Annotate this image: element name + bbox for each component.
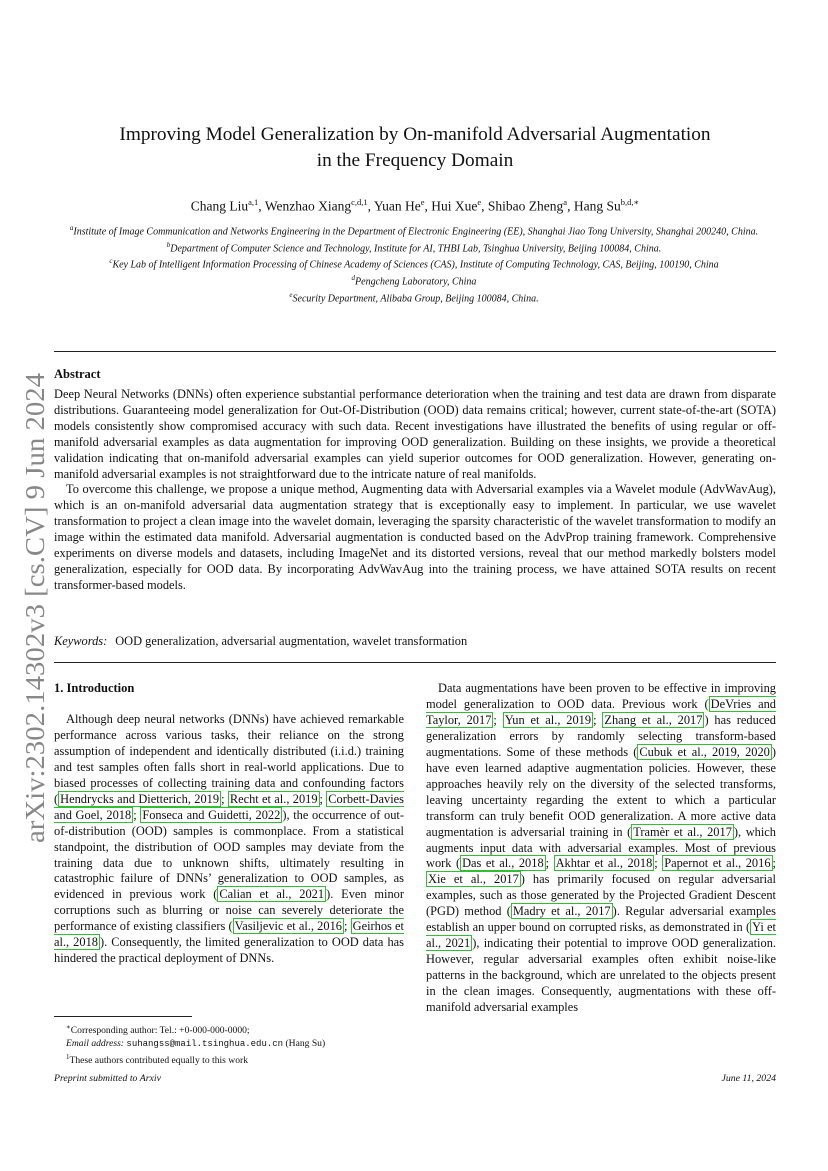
section-heading-introduction: 1. Introduction xyxy=(54,681,135,695)
citation-link[interactable]: Geirhos et al., 2018 xyxy=(54,919,404,950)
email-address[interactable]: suhangss@mail.tsinghua.edu.cn xyxy=(126,1039,284,1050)
footnotes xyxy=(54,1021,414,1067)
abstract-body xyxy=(54,387,776,594)
author-affiliation-mark: e xyxy=(420,197,425,207)
top-divider xyxy=(54,351,776,352)
citation-link[interactable]: Calian et al., 2021 xyxy=(219,887,325,902)
abstract-paragraph-1: Deep Neural Networks (DNNs) often experience substantial performance deterioration when the training and test data are drawn from disparate distributions. Guaranteeing model generalization for Out-Of-Distribution (OOD) data remains critical; however, current state-of-the-art (SOTA) models consistently show compromised accuracy with such data. Recent investigations have illustrated the benefits of using regular or off-manifold adversarial examples as data augmentation for improving OOD generalization. Building on these insights, we provide a theoretical validation indicating that on-manifold adversarial examples can yield superior outcomes for OOD generalization. However, generating on-manifold adversarial examples is not straightforward due to the intricate nature of real manifolds. xyxy=(54,387,776,481)
affiliation-mark: b xyxy=(166,240,171,249)
affiliation-mark: d xyxy=(351,274,356,283)
body-text: ), which augments input data with adversarial examples. Most of previous work ( xyxy=(426,824,776,871)
citation-link[interactable]: Papernot et al., 2016 xyxy=(664,856,771,871)
citation-link[interactable]: Yun et al., 2019 xyxy=(504,712,592,727)
author-name: Shibao Zheng xyxy=(487,198,564,214)
citation-link[interactable]: DeVries and Taylor, 2017 xyxy=(426,696,776,727)
author-affiliation-mark: a,1 xyxy=(248,197,259,207)
citation-link[interactable]: Corbett-Davies and Goel, 2018 xyxy=(54,791,404,822)
affiliation-mark: a xyxy=(69,224,74,232)
footnote-equal-contribution xyxy=(54,1051,414,1067)
citation-link[interactable]: Xie et al., 2017 xyxy=(428,872,519,887)
author-affiliation-mark: a xyxy=(563,197,568,207)
keywords xyxy=(54,634,776,649)
affiliation-text: Security Department, Alibaba Group, Beijing 100084, China. xyxy=(292,293,539,305)
citation-link[interactable]: Fonseca and Guidetti, 2022 xyxy=(142,807,281,822)
body-text: ; xyxy=(319,791,327,806)
affiliation-text: Key Lab of Intelligent Information Processing of Chinese Academy of Sciences (CAS), Institute of Computing Technology, CAS, Beijing, 100190, China xyxy=(112,259,719,271)
author-affiliation-mark: c,d,1 xyxy=(351,197,368,207)
email-label: Email address: xyxy=(66,1038,125,1050)
right-column xyxy=(426,681,776,1016)
author-name: Hui Xue xyxy=(431,198,478,214)
body-text: ). Consequently, the limited generalization to OOD data has hindered the practical deployment of DNNs. xyxy=(54,935,404,966)
body-text: ). Regular adversarial examples establish an upper bound on corrupted risks, as demonstrated in ( xyxy=(426,904,776,935)
body-text: ), the occurrence of out-of-distribution (OOD) samples is commonplace. From a statistical standpoint, the distribution of OOD samples may deviate from the training data due to unknown shifts, ultimately resulting in catastrophic failure of DNNs’ generalization to OOD samples, as evidenced in previous work ( xyxy=(54,807,404,902)
title-line-2: in the Frequency Domain xyxy=(316,150,514,171)
body-text: ), indicating their potential to improve OOD generalization. However, regular adversarial examples often exhibit noise-like patterns in the background, which are unrelated to the objects present in the clean images. Consequently, augmentations with these off-manifold adversarial examples xyxy=(426,936,776,1015)
affiliation-line xyxy=(64,272,764,289)
affiliation-mark: e xyxy=(289,290,293,299)
body-text: ; xyxy=(593,712,603,727)
body-text: ; xyxy=(654,856,663,871)
title-line-1: Improving Model Generalization by On-manifold Adversarial Augmentation xyxy=(119,124,711,145)
body-text: ) have even learned adaptive augmentation policies. However, these approaches heavily rely on the diversity of the selected transforms, leaving uncertainty regarding the extent to which a particular transform can truly benefit OOD generalization. A more active data augmentation is adversarial training in ( xyxy=(426,744,776,839)
body-text: Although deep neural networks (DNNs) have achieved remarkable performance across various tasks, their reliance on the strong assumption of independent and identically distributed (i.i.d.) training and test samples often falls short in real-world applications. Due to biased processes of collecting training data and confounding factors ( xyxy=(54,711,404,806)
citation-link[interactable]: Recht et al., 2019 xyxy=(229,791,318,806)
author-affiliation-mark: e xyxy=(477,197,482,207)
footnote-corresponding-text: Corresponding author: Tel.: +0-000-000-0000; xyxy=(70,1025,250,1037)
affiliation-text: Department of Computer Science and Technology, Institute for AI, THBI Lab, Tsinghua University, Beijing 100084, China. xyxy=(170,243,662,255)
footnote-email xyxy=(54,1037,414,1051)
affiliation-line xyxy=(64,289,764,306)
affiliation-text: Institute of Image Communication and Networks Engineering in the Department of Electronic Engineering (EE), Shanghai Jiao Tong University, Shanghai 200240, China. xyxy=(73,226,759,238)
intro-paragraph-2 xyxy=(426,681,776,1016)
keywords-label: Keywords: xyxy=(54,634,108,648)
paper-title xyxy=(54,122,776,174)
left-column xyxy=(54,681,404,967)
author-affiliation-mark: b,d,∗ xyxy=(620,197,640,207)
footer-date: June 11, 2024 xyxy=(721,1073,776,1084)
intro-paragraph-1 xyxy=(54,712,404,967)
abstract-heading: Abstract xyxy=(54,367,101,381)
email-owner: (Hang Su) xyxy=(285,1038,326,1050)
arxiv-watermark xyxy=(14,373,54,843)
body-text: ; xyxy=(493,712,503,727)
affiliation-list xyxy=(64,222,764,306)
citation-link[interactable]: Tramèr et al., 2017 xyxy=(633,824,732,839)
citation-link[interactable]: Vasiljevic et al., 2016 xyxy=(234,919,342,934)
bottom-divider xyxy=(54,662,776,663)
citation-link[interactable]: Hendrycks and Dietterich, 2019 xyxy=(60,791,220,806)
author-name: Yuan He xyxy=(373,198,421,214)
footnote-mark-1: 1 xyxy=(66,1053,70,1062)
citation-link[interactable]: Yi et al., 2021 xyxy=(426,920,776,951)
footnote-corresponding xyxy=(54,1021,414,1037)
abstract-paragraph-2: To overcome this challenge, we propose a unique method, Augmenting data with Adversarial examples via a Wavelet module (AdvWavAug), which is an on-manifold adversarial data augmentation strategy that is exceptionally easy to implement. In particular, we use wavelet transformation to project a clean image into the wavelet domain, leveraging the sparsity characteristic of the wavelet transformation to modify an image within the estimated data manifold. Adversarial augmentation is conducted based on the AdvProp training framework. Comprehensive experiments on diverse models and datasets, including ImageNet and its distorted versions, reveal that our method markedly bolsters model generalization, especially for OOD data. By incorporating AdvWavAug into the training process, we have attained SOTA results on recent transformer-based models. xyxy=(54,482,776,592)
author-name: Wenzhao Xiang xyxy=(264,198,352,214)
affiliation-line xyxy=(64,255,764,272)
affiliation-mark: c xyxy=(109,257,113,266)
footnote-divider xyxy=(54,1016,192,1017)
author-name: Chang Liu xyxy=(190,198,249,214)
body-text: ; xyxy=(343,919,351,934)
author-name: Hang Su xyxy=(573,198,621,214)
body-text: ; xyxy=(133,807,141,822)
body-text: ) has reduced generalization errors by randomly selecting transform-based augmentations. Some of these methods ( xyxy=(426,712,776,759)
author-list: Chang Liu$^{a,1}$, Wenzhao Xiang$^{c,d,1}$, Yuan He$^e$, Hui Xue$^e$, Shibao Zheng$^a$, Hang $Su^{b,d,∗}$ xyxy=(190,197,640,214)
footnote-mark: ∗ xyxy=(66,1023,71,1031)
footer-preprint-note: Preprint submitted to Arxiv xyxy=(54,1073,161,1084)
body-text: ) has primarily focused on regular adversarial examples, such as those generated by the Projected Gradient Descent (PGD) method ( xyxy=(426,872,776,919)
body-text: ; xyxy=(221,791,228,806)
body-text: ). Even minor corruptions such as blurring or noise can severely deteriorate the performance of existing classifiers ( xyxy=(54,887,404,934)
citation-link[interactable]: Zhang et al., 2017 xyxy=(604,712,703,727)
citation-link[interactable]: Das et al., 2018 xyxy=(462,856,544,871)
keywords-text: OOD generalization, adversarial augmentation, wavelet transformation xyxy=(115,634,468,648)
body-text: ; xyxy=(545,856,554,871)
citation-link[interactable]: Akhtar et al., 2018 xyxy=(555,856,653,871)
body-text: ; xyxy=(772,856,776,871)
citation-link[interactable]: Cubuk et al., 2019, 2020 xyxy=(639,744,770,759)
affiliation-line xyxy=(64,222,764,239)
citation-link[interactable]: Madry et al., 2017 xyxy=(512,904,611,919)
footnote-equal-text: These authors contributed equally to this work xyxy=(69,1055,249,1067)
affiliation-line xyxy=(64,239,764,256)
arxiv-identifier: arXiv:2302.14302v3 [cs.CV] 9 Jun 2024 xyxy=(20,402,50,843)
affiliation-text: Pengcheng Laboratory, China xyxy=(355,276,477,288)
body-text: Data augmentations have been proven to be effective in improving model generalization to OOD data. Previous work ( xyxy=(426,681,776,711)
